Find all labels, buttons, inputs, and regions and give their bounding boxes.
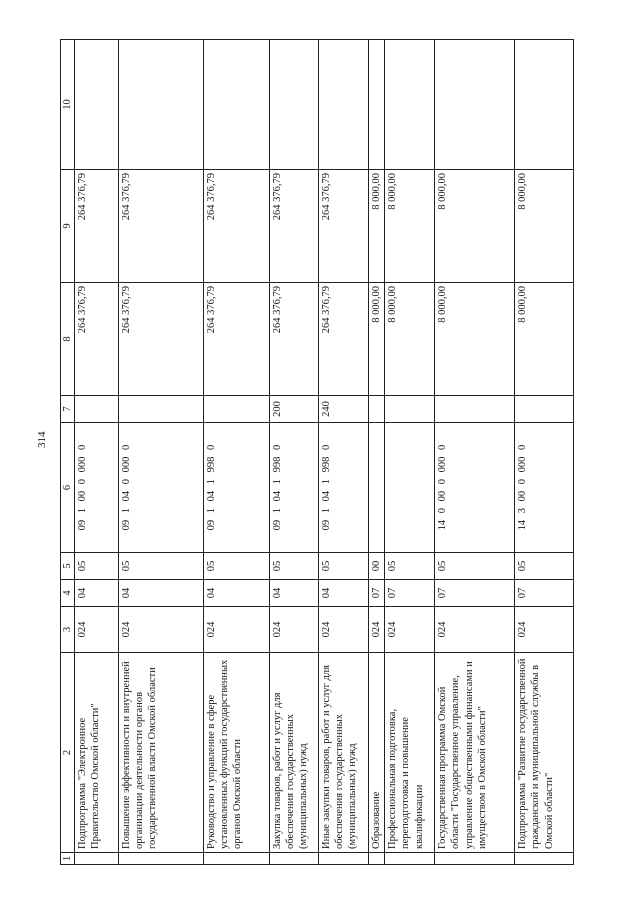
col-1-cell [319, 853, 369, 865]
amount-col-9-cell: 264 376,79 [75, 170, 119, 283]
rotated-table-container [60, 40, 556, 865]
section-code-cell: 04 [75, 580, 119, 607]
subsection-code-cell: 05 [270, 553, 319, 580]
target-article-code-cell: 14 3 00 0 000 0 [515, 423, 574, 553]
item-name-cell: Образование [369, 653, 385, 853]
item-name-cell: Подпрограмма "Электронное Правительство Омской области" [75, 653, 119, 853]
section-code-cell: 04 [270, 580, 319, 607]
header-cell: 9 [61, 170, 75, 283]
ministry-code-cell: 024 [270, 607, 319, 653]
table-row [204, 40, 270, 865]
col-10-cell [270, 40, 319, 170]
col-1-cell [119, 853, 204, 865]
table-row [435, 40, 515, 865]
expense-type-code-cell [515, 396, 574, 423]
target-article-code-cell: 09 1 00 0 000 0 [75, 423, 119, 553]
amount-col-8-cell: 8 000,00 [369, 283, 385, 396]
table-row [270, 40, 319, 865]
target-article-code-cell: 14 0 00 0 000 0 [435, 423, 515, 553]
amount-col-8-cell: 8 000,00 [435, 283, 515, 396]
header-cell: 6 [61, 423, 75, 553]
subsection-code-cell: 05 [75, 553, 119, 580]
item-name-cell: Руководство и управление в сфере установленных функций государственных органов Омской области [204, 653, 270, 853]
col-10-cell [515, 40, 574, 170]
target-article-code-cell [385, 423, 435, 553]
expense-type-code-cell [75, 396, 119, 423]
section-code-cell: 04 [204, 580, 270, 607]
item-name-cell: Иные закупки товаров, работ и услуг для обеспечения государственных (муниципальных) нужд [319, 653, 369, 853]
subsection-code-cell: 05 [204, 553, 270, 580]
page-number: 314 [36, 431, 48, 448]
item-name-cell: Подпрограмма "Развитие государственной гражданской и муниципальной службы в Омской области" [515, 653, 574, 853]
subsection-code-cell: 05 [435, 553, 515, 580]
subsection-code-cell: 05 [119, 553, 204, 580]
col-10-cell [119, 40, 204, 170]
expense-type-code-cell [435, 396, 515, 423]
expense-type-code-cell [119, 396, 204, 423]
table-row [385, 40, 435, 865]
col-10-cell [319, 40, 369, 170]
amount-col-8-cell: 264 376,79 [75, 283, 119, 396]
amount-col-9-cell: 264 376,79 [270, 170, 319, 283]
expense-type-code-cell: 200 [270, 396, 319, 423]
col-10-cell [75, 40, 119, 170]
amount-col-9-cell: 264 376,79 [119, 170, 204, 283]
header-row [61, 40, 75, 865]
item-name-cell: Закупка товаров, работ и услуг для обеспечения государственных (муниципальных) нужд [270, 653, 319, 853]
item-name-cell: Государственная программа Омской области "Государственное управление, управление общественными финансами и имуществом в Омской области" [435, 653, 515, 853]
amount-col-8-cell: 8 000,00 [515, 283, 574, 396]
section-code-cell: 07 [515, 580, 574, 607]
item-name-cell: Профессиональная подготовка, переподготовка и повышение квалификации [385, 653, 435, 853]
col-1-cell [75, 853, 119, 865]
ministry-code-cell: 024 [435, 607, 515, 653]
section-code-cell: 04 [319, 580, 369, 607]
amount-col-8-cell: 264 376,79 [270, 283, 319, 396]
amount-col-9-cell: 8 000,00 [385, 170, 435, 283]
ministry-code-cell: 024 [204, 607, 270, 653]
table-row [119, 40, 204, 865]
amount-col-9-cell: 8 000,00 [515, 170, 574, 283]
col-1-cell [270, 853, 319, 865]
col-1-cell [515, 853, 574, 865]
subsection-code-cell: 05 [515, 553, 574, 580]
expense-type-code-cell: 240 [319, 396, 369, 423]
target-article-code-cell: 09 1 04 1 998 0 [319, 423, 369, 553]
ministry-code-cell: 024 [515, 607, 574, 653]
amount-col-9-cell: 264 376,79 [319, 170, 369, 283]
ministry-code-cell: 024 [119, 607, 204, 653]
item-name-cell: Повышение эффективности и внутренней организации деятельности органов государственной власти Омской области [119, 653, 204, 853]
ministry-code-cell: 024 [369, 607, 385, 653]
col-1-cell [435, 853, 515, 865]
subsection-code-cell: 00 [369, 553, 385, 580]
ministry-code-cell: 024 [319, 607, 369, 653]
ministry-code-cell: 024 [385, 607, 435, 653]
header-cell: 4 [61, 580, 75, 607]
target-article-code-cell [369, 423, 385, 553]
col-1-cell [204, 853, 270, 865]
amount-col-9-cell: 8 000,00 [369, 170, 385, 283]
amount-col-8-cell: 8 000,00 [385, 283, 435, 396]
table-row [75, 40, 119, 865]
section-code-cell: 07 [435, 580, 515, 607]
subsection-code-cell: 05 [385, 553, 435, 580]
col-10-cell [204, 40, 270, 170]
amount-col-9-cell: 8 000,00 [435, 170, 515, 283]
expense-type-code-cell [385, 396, 435, 423]
target-article-code-cell: 09 1 04 1 998 0 [270, 423, 319, 553]
table-row [319, 40, 369, 865]
header-cell: 5 [61, 553, 75, 580]
expense-type-code-cell [369, 396, 385, 423]
subsection-code-cell: 05 [319, 553, 369, 580]
amount-col-8-cell: 264 376,79 [119, 283, 204, 396]
header-cell: 1 [61, 853, 75, 865]
target-article-code-cell: 09 1 04 0 000 0 [119, 423, 204, 553]
header-cell: 3 [61, 607, 75, 653]
col-10-cell [385, 40, 435, 170]
ministry-code-cell: 024 [75, 607, 119, 653]
col-1-cell [385, 853, 435, 865]
amount-col-8-cell: 264 376,79 [319, 283, 369, 396]
col-10-cell [369, 40, 385, 170]
table-row [515, 40, 574, 865]
target-article-code-cell: 09 1 04 1 998 0 [204, 423, 270, 553]
header-cell: 7 [61, 396, 75, 423]
amount-col-9-cell: 264 376,79 [204, 170, 270, 283]
expense-type-code-cell [204, 396, 270, 423]
section-code-cell: 07 [385, 580, 435, 607]
header-cell: 8 [61, 283, 75, 396]
amount-col-8-cell: 264 376,79 [204, 283, 270, 396]
budget-table [60, 39, 574, 865]
section-code-cell: 07 [369, 580, 385, 607]
section-code-cell: 04 [119, 580, 204, 607]
header-cell: 10 [61, 40, 75, 170]
col-10-cell [435, 40, 515, 170]
header-cell: 2 [61, 653, 75, 853]
table-row [369, 40, 385, 865]
col-1-cell [369, 853, 385, 865]
